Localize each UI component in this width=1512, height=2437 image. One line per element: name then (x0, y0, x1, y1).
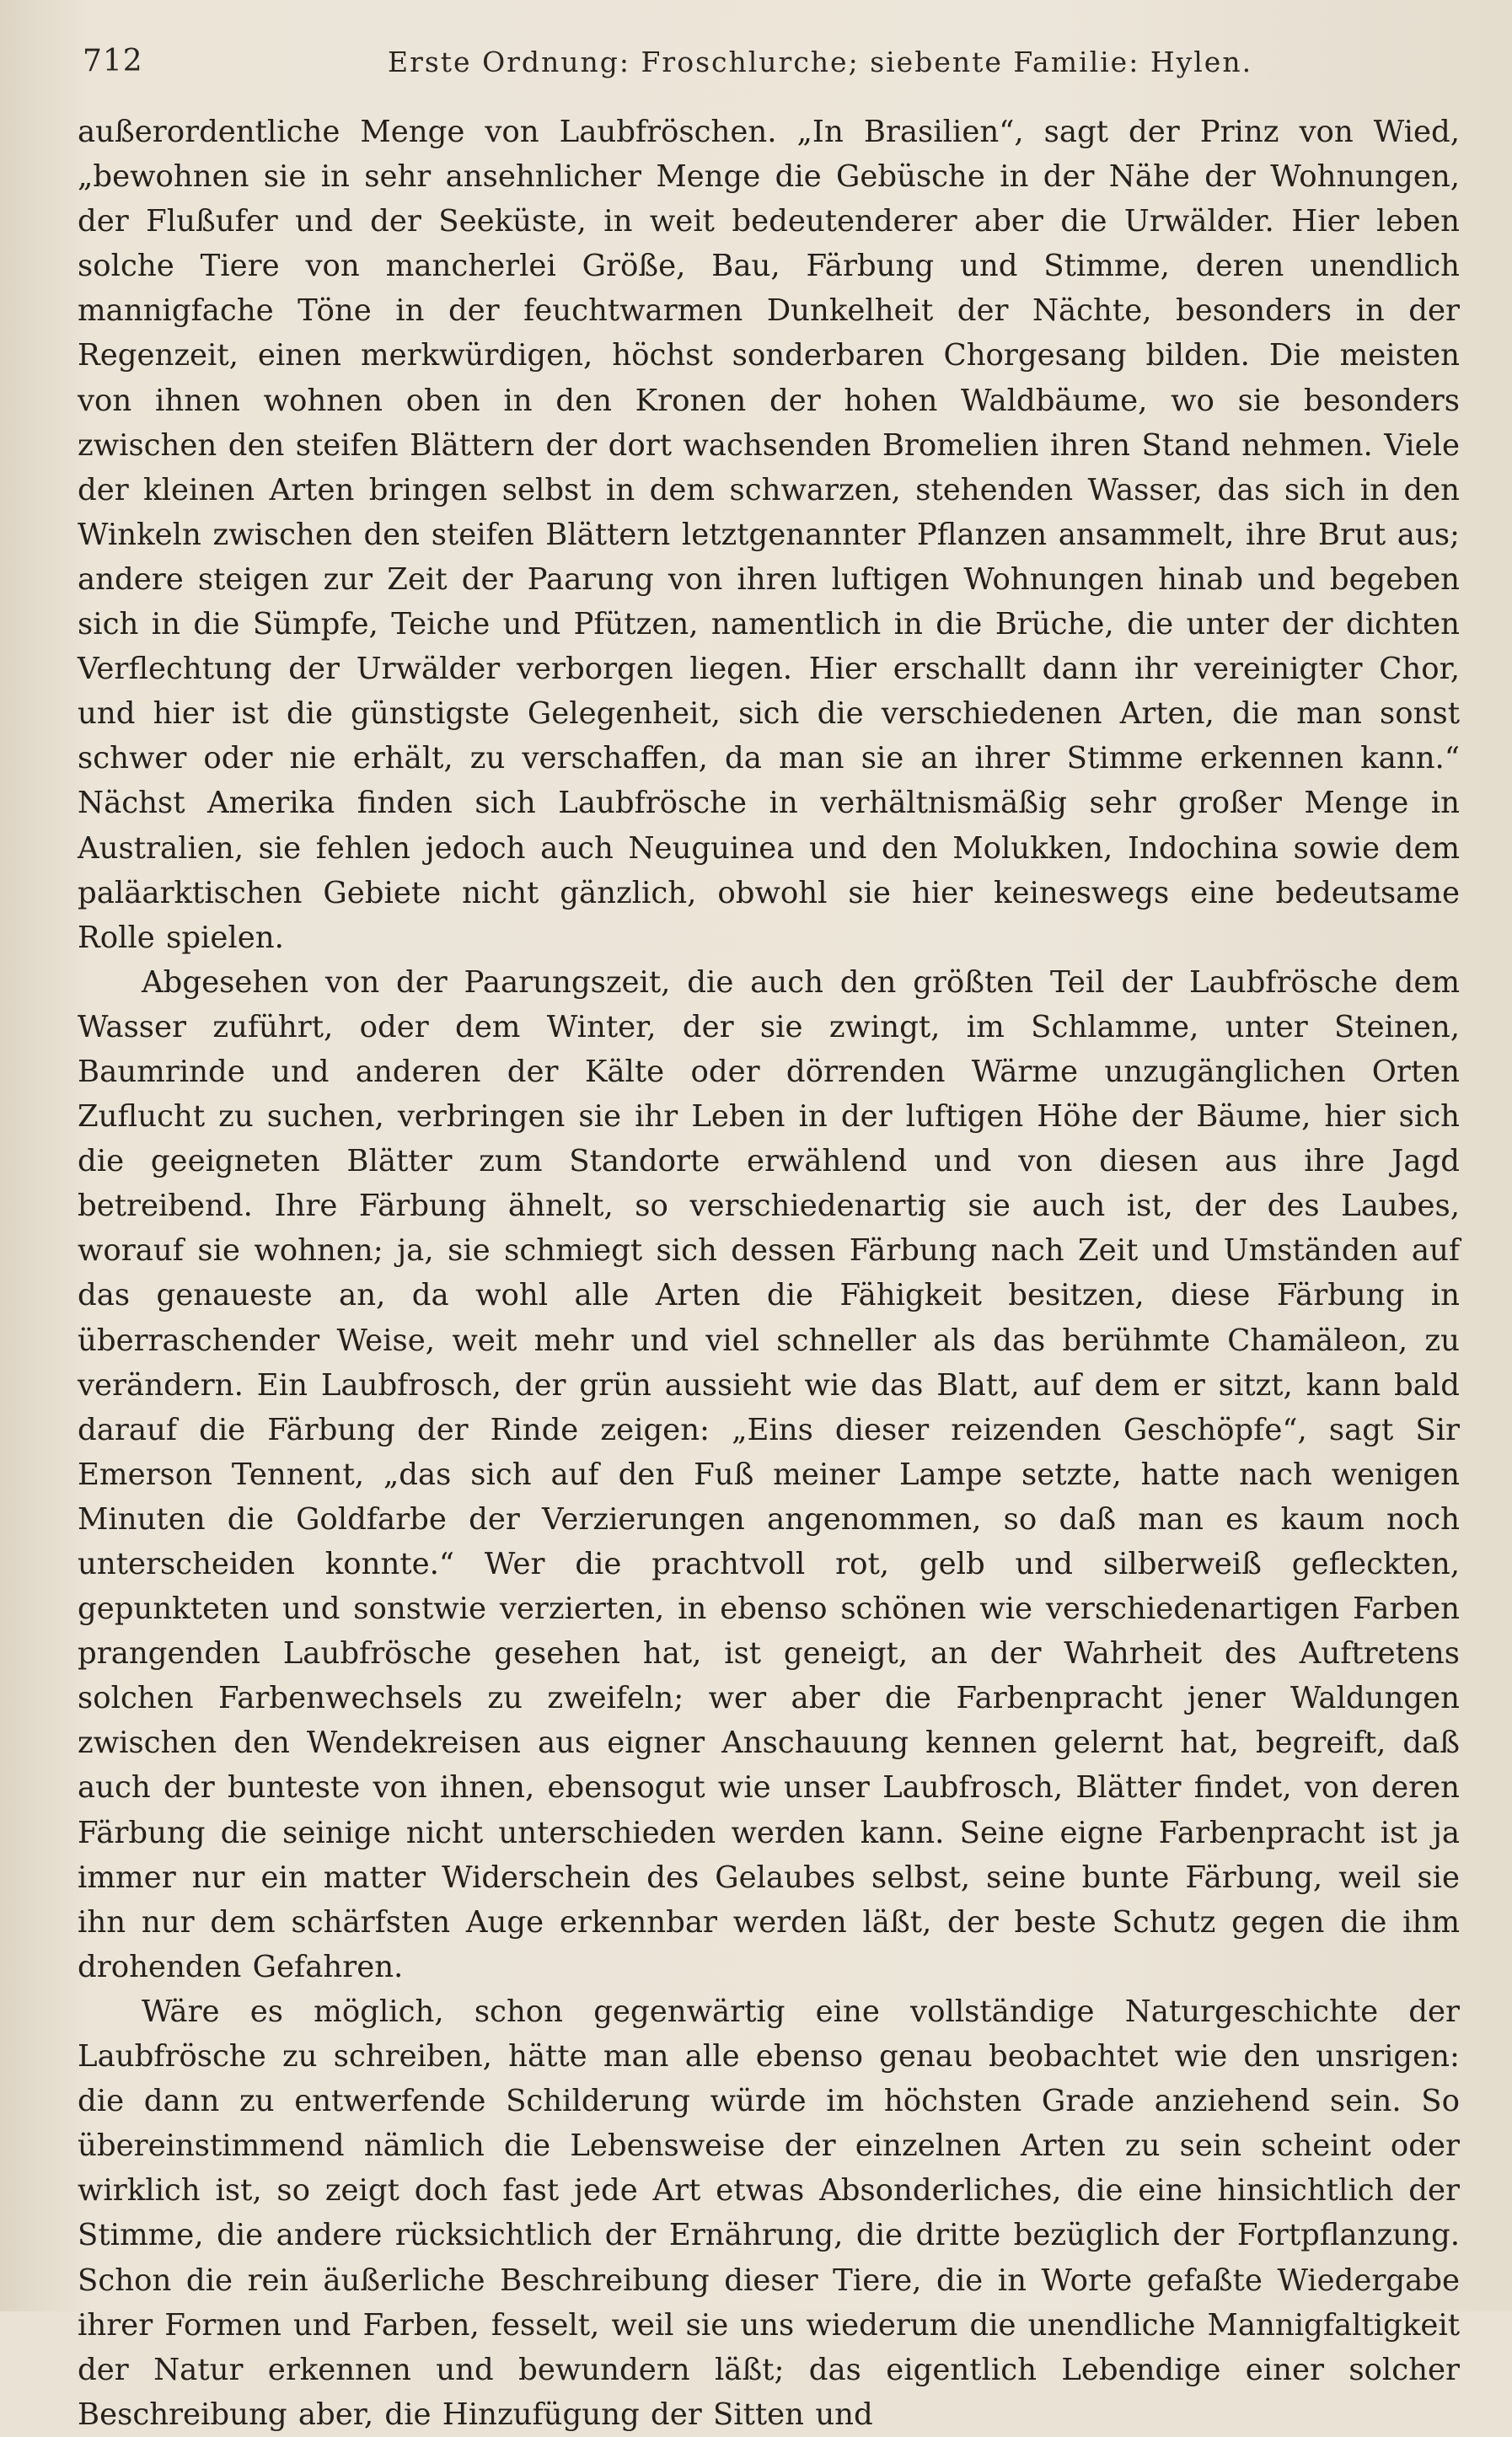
paragraph-2: Abgesehen von der Paarungszeit, die auch den größten Teil der Laubfrösche dem Wasser zuführt, oder dem Winter, der sie zwingt, im Schlamme, unter Steinen, Baumrinde und anderen der Kälte oder dörrenden Wärme unzugänglichen Orten Zuflucht zu suchen, verbringen sie ihr Leben in der luftigen Höhe der Bäume, hier sich die geeigneten Blätter zum Standorte erwählend und von diesen aus ihre Jagd betreibend. Ihre Färbung ähnelt, so verschiedenartig sie auch ist, der des Laubes, worauf sie wohnen; ja, sie schmiegt sich dessen Färbung nach Zeit und Umständen auf das genaueste an, da wohl alle Arten die Fähigkeit besitzen, diese Färbung in überraschender Weise, weit mehr und viel schneller als das berühmte Chamäleon, zu verändern. Ein Laubfrosch, der grün aussieht wie das Blatt, auf dem er sitzt, kann bald darauf die Färbung der Rinde zeigen: „Eins dieser reizenden Geschöpfe“, sagt Sir Emerson Tennent, „das sich auf den Fuß meiner Lampe setzte, hatte nach wenigen Minuten die Goldfarbe der Verzierungen angenommen, so daß man es kaum noch unterscheiden konnte.“ Wer die prachtvoll rot, gelb und silberweiß gefleckten, gepunkteten und sonstwie verzierten, in ebenso schönen wie verschiedenartigen Farben prangenden Laubfrösche gesehen hat, ist geneigt, an der Wahrheit des Auftretens solchen Farbenwechsels zu zweifeln; wer aber die Farbenpracht jener Waldungen zwischen den Wendekreisen aus eigner Anschauung kennen gelernt hat, begreift, daß auch der bunteste von ihnen, ebensogut wie unser Laubfrosch, Blätter findet, von deren Färbung die seinige nicht unterschieden werden kann. Seine eigne Farbenpracht ist ja immer nur ein matter Widerschein des Gelaubes selbst, seine bunte Färbung, weil sie ihn nur dem schärfsten Auge erkennbar werden läßt, der beste Schutz gegen die ihm drohenden Gefahren. (78, 964, 1460, 1984)
running-head: Erste Ordnung: Froschlurche; siebente Familie: Hylen. (388, 46, 1253, 78)
paragraph-1: außerordentliche Menge von Laubfröschen. „In Brasilien“, sagt der Prinz von Wied, „bewohnen sie in sehr ansehnlicher Menge die Gebüsche in der Nähe der Wohnungen, der Flußufer und der Seeküste, in weit bedeutenderer aber die Urwälder. Hier leben solche Tiere von mancherlei Größe, Bau, Färbung und Stimme, deren unendlich mannigfache Töne in der feuchtwarmen Dunkelheit der Nächte, besonders in der Regenzeit, einen merkwürdigen, höchst sonderbaren Chorgesang bilden. Die meisten von ihnen wohnen oben in den Kronen der hohen Waldbäume, wo sie besonders zwischen den steifen Blättern der dort wachsenden Bromelien ihren Stand nehmen. Viele der kleinen Arten bringen selbst in dem schwarzen, stehenden Wasser, das sich in den Winkeln zwischen den steifen Blättern letztgenannter Pflanzen ansammelt, ihre Brut aus; andere steigen zur Zeit der Paarung von ihren luftigen Wohnungen hinab und begeben sich in die Sümpfe, Teiche und Pfützen, namentlich in die Brüche, die unter der dichten Verflechtung der Urwälder verborgen liegen. Hier erschallt dann ihr vereinigter Chor, und hier ist die günstigste Gelegenheit, sich die verschiedenen Arten, die man sonst schwer oder nie erhält, zu verschaffen, da man sie an ihrer Stimme erkennen kann.“ Nächst Amerika finden sich Laubfrösche in verhältnismäßig sehr großer Menge in Australien, sie fehlen jedoch auch Neuguinea und den Molukken, Indochina sowie dem paläarktischen Gebiete nicht gänzlich, obwohl sie hier keineswegs eine bedeutsame Rolle spielen. (78, 115, 1460, 955)
body-text (78, 110, 1460, 2437)
page-header (83, 44, 1444, 84)
page-number: 712 (83, 44, 143, 78)
paragraph-3: Wäre es möglich, schon gegenwärtig eine vollständige Naturgeschichte der Laubfrösche zu schreiben, hätte man alle ebenso genau beobachtet wie den unsrigen: die dann zu entwerfende Schilderung würde im höchsten Grade anziehend sein. So übereinstimmend nämlich die Lebensweise der einzelnen Arten zu sein scheint oder wirklich ist, so zeigt doch fast jede Art etwas Absonderliches, die eine hinsichtlich der Stimme, die andere rücksichtlich der Ernährung, die dritte bezüglich der Fortpflanzung. Schon die rein äußerliche Beschreibung dieser Tiere, die in Worte gefaßte Wiedergabe ihrer Formen und Farben, fesselt, weil sie uns wiederum die unendliche Mannigfaltigkeit der Natur erkennen und bewundern läßt; das eigentlich Lebendige einer solcher Beschreibung aber, die Hinzufügung der Sitten und (78, 1994, 1460, 2432)
